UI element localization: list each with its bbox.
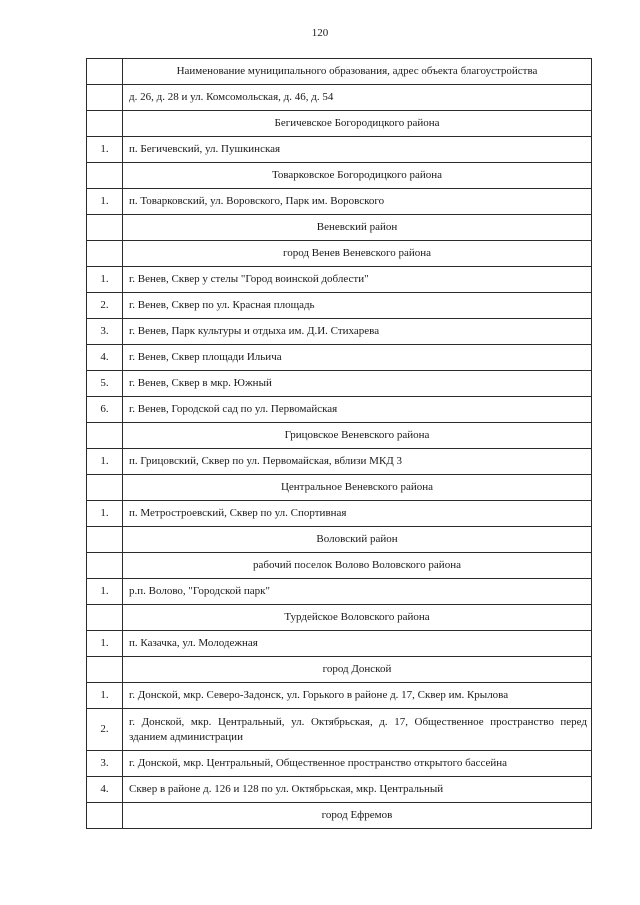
row-number: 3. [87,319,123,345]
row-number: 4. [87,345,123,371]
section-number-cell [87,241,123,267]
row-address: г. Венев, Городской сад по ул. Первомайская [123,397,592,423]
table-row [87,449,592,475]
row-address: Сквер в районе д. 126 и 128 по ул. Октябрьская, мкр. Центральный [123,777,592,803]
page-number: 120 [311,27,329,39]
section-number-cell [87,423,123,449]
section-row [87,241,592,267]
row-number: 4. [87,777,123,803]
row-address: г. Донской, мкр. Центральный, Общественное пространство открытого бассейна [123,751,592,777]
section-row [87,111,592,137]
row-address: п. Бегичевский, ул. Пушкинская [123,137,592,163]
row-number: 3. [87,751,123,777]
section-number-cell [87,553,123,579]
table-row [87,751,592,777]
row-address: п. Грицовский, Сквер по ул. Первомайская, вблизи МКД 3 [123,449,592,475]
table-header: Наименование муниципального образования, адрес объекта благоустройства [123,59,592,85]
section-number-cell [87,215,123,241]
table-body [87,59,592,829]
row-number: 1. [87,267,123,293]
section-row [87,475,592,501]
section-title: Центральное Веневского района [123,475,592,501]
section-title: Товарковское Богородицкого района [123,163,592,189]
section-number-cell [87,527,123,553]
row-address: г. Венев, Сквер в мкр. Южный [123,371,592,397]
section-number-cell [87,475,123,501]
row-address: г. Венев, Сквер у стелы "Город воинской доблести" [123,267,592,293]
row-address: р.п. Волово, "Городской парк" [123,579,592,605]
table-row [87,137,592,163]
continuation-address: д. 26, д. 28 и ул. Комсомольская, д. 46, д. 54 [123,85,592,111]
section-row [87,803,592,829]
table-row [87,777,592,803]
section-title: город Ефремов [123,803,592,829]
section-row [87,423,592,449]
table-row [87,345,592,371]
row-address: п. Метростроевский, Сквер по ул. Спортивная [123,501,592,527]
row-address: г. Венев, Парк культуры и отдыха им. Д.И. Стихарева [123,319,592,345]
row-number: 1. [87,579,123,605]
section-number-cell [87,163,123,189]
section-title: Турдейское Воловского района [123,605,592,631]
table-row [87,631,592,657]
objects-table [86,58,592,829]
row-address: г. Венев, Сквер площади Ильича [123,345,592,371]
table-row [87,189,592,215]
row-number: 1. [87,137,123,163]
row-address: п. Казачка, ул. Молодежная [123,631,592,657]
section-title: город Венев Веневского района [123,241,592,267]
table-header-row [87,59,592,85]
section-title: Грицовское Веневского района [123,423,592,449]
row-address: г. Донской, мкр. Центральный, ул. Октябрьская, д. 17, Общественное пространство перед зданием администрации [123,709,592,751]
row-number: 2. [87,709,123,751]
table-row [87,319,592,345]
row-number: 5. [87,371,123,397]
section-number-cell [87,111,123,137]
row-number: 1. [87,449,123,475]
section-row [87,163,592,189]
section-number-cell [87,605,123,631]
row-number: 1. [87,501,123,527]
row-number: 1. [87,683,123,709]
row-number: 1. [87,631,123,657]
continuation-number-cell [87,85,123,111]
section-title: город Донской [123,657,592,683]
table-row [87,267,592,293]
row-number: 2. [87,293,123,319]
table-row [87,501,592,527]
section-title: рабочий поселок Волово Воловского района [123,553,592,579]
header-number-cell [87,59,123,85]
row-address: п. Товарковский, ул. Воровского, Парк им. Воровского [123,189,592,215]
section-number-cell [87,657,123,683]
table-row [87,683,592,709]
section-row [87,215,592,241]
table-row [87,371,592,397]
row-address: г. Венев, Сквер по ул. Красная площадь [123,293,592,319]
table-row [87,293,592,319]
section-title: Бегичевское Богородицкого района [123,111,592,137]
table-row [87,709,592,751]
row-number: 6. [87,397,123,423]
section-row [87,605,592,631]
section-row [87,553,592,579]
section-title: Веневский район [123,215,592,241]
section-row [87,657,592,683]
row-address: г. Донской, мкр. Северо-Задонск, ул. Горького в районе д. 17, Сквер им. Крылова [123,683,592,709]
continuation-row [87,85,592,111]
section-row [87,527,592,553]
row-number: 1. [87,189,123,215]
section-number-cell [87,803,123,829]
section-title: Воловский район [123,527,592,553]
table-row [87,579,592,605]
table-row [87,397,592,423]
